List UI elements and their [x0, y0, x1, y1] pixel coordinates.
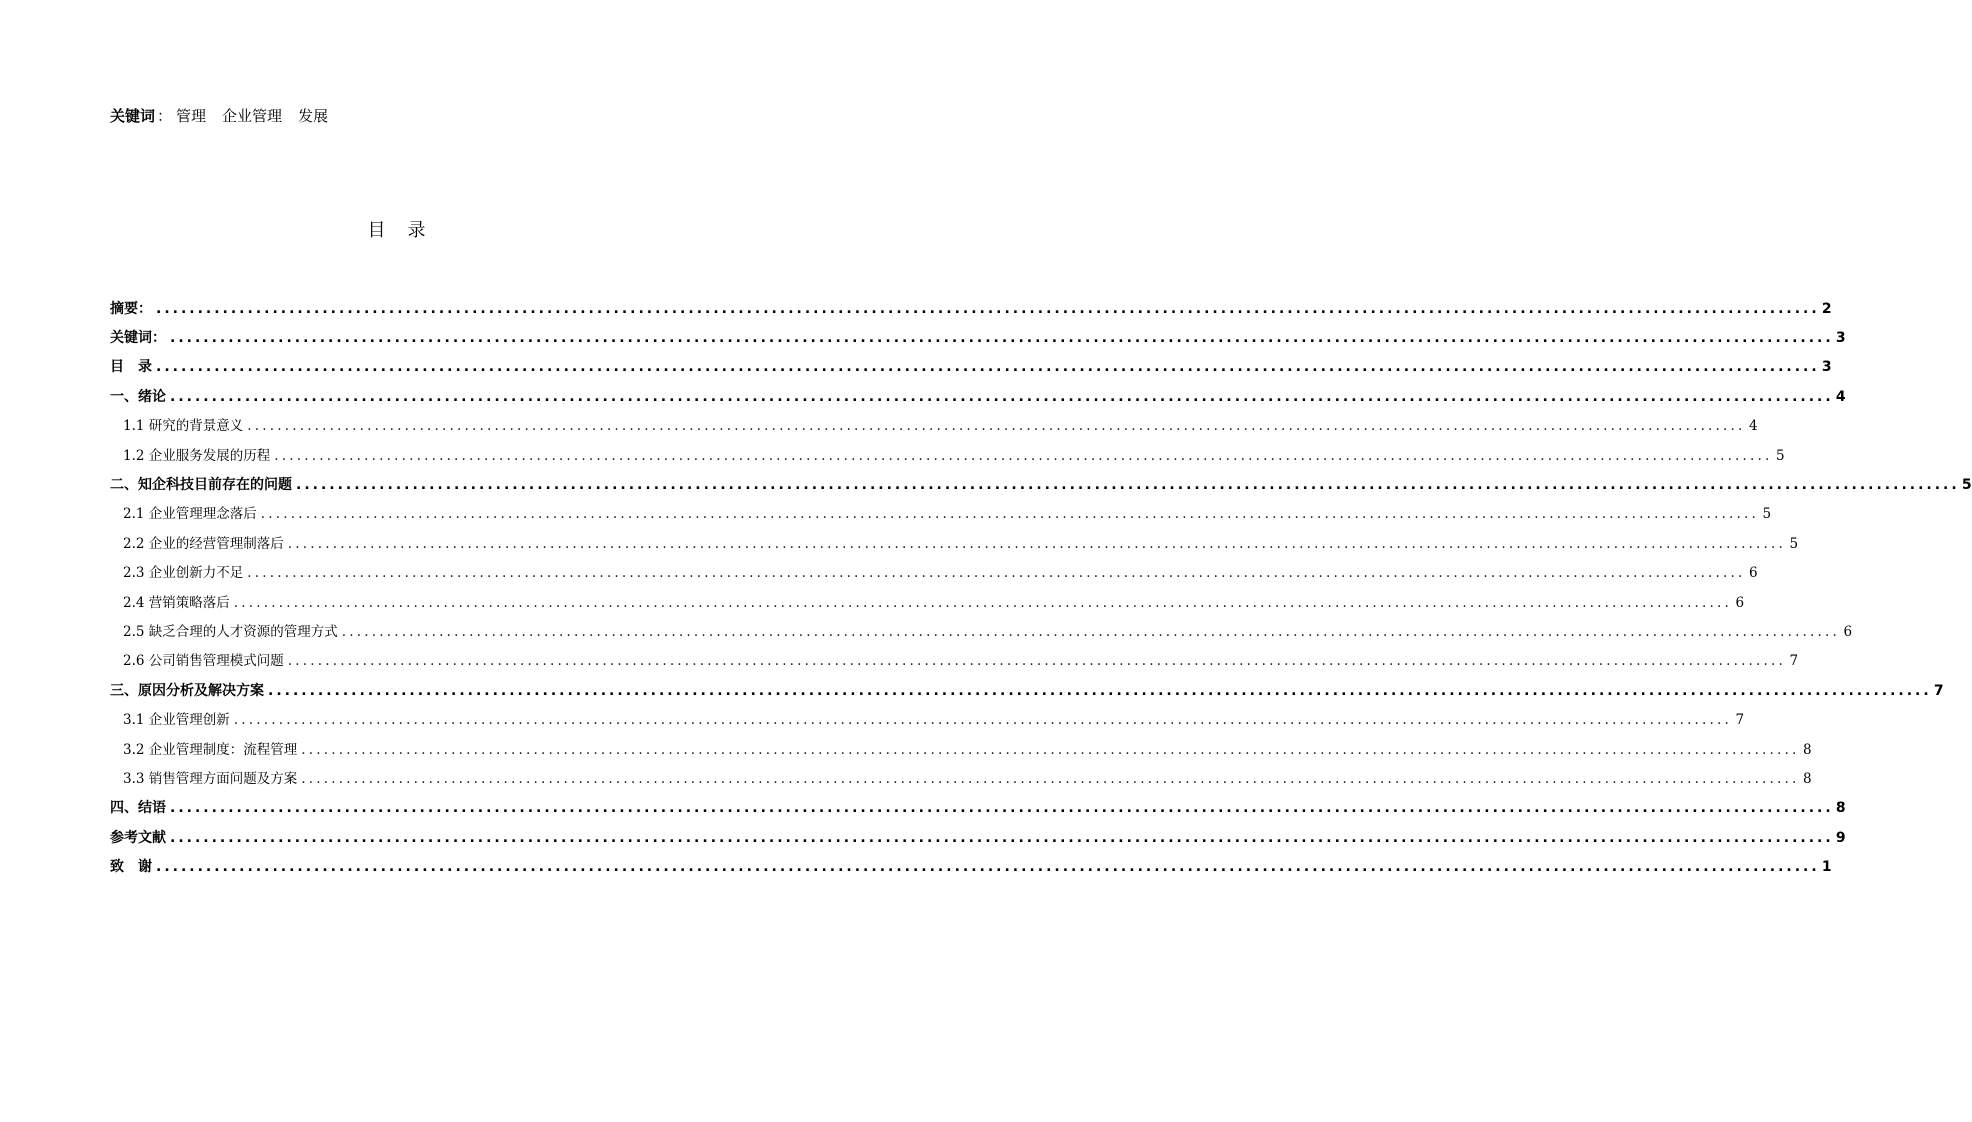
table-of-contents — [110, 294, 1972, 882]
toc-entry[interactable] — [110, 764, 1812, 793]
toc-leader-dots: ........................................................................................................................................................................................................ — [156, 859, 1820, 876]
toc-leader-dots: ........................................................................................................................................................................................................ — [301, 770, 1800, 787]
keyword-item: 发展 — [298, 107, 329, 125]
toc-entry-label: 一、绪论 — [110, 388, 166, 405]
toc-entry[interactable] — [110, 617, 1853, 646]
toc-leader-dots: ........................................................................................................................................................................................................ — [260, 506, 1760, 523]
toc-entry[interactable] — [110, 794, 1846, 823]
toc-entry-page-number: 1 — [1821, 859, 1832, 876]
toc-leader-dots: ........................................................................................................................................................................................................ — [170, 800, 1834, 817]
keyword-item: 管理 — [176, 107, 207, 125]
toc-leader-dots: ........................................................................................................................................................................................................ — [341, 623, 1841, 640]
toc-leader-dots: ........................................................................................................................................................................................................ — [247, 565, 1746, 582]
toc-entry-page-number: 8 — [1802, 770, 1812, 787]
toc-entry-page-number: 9 — [1835, 829, 1846, 846]
toc-entry-page-number: 3 — [1821, 359, 1832, 376]
keywords-line — [110, 106, 344, 126]
toc-leader-dots: ........................................................................................................................................................................................................ — [170, 330, 1834, 347]
toc-entry[interactable] — [110, 529, 1799, 558]
toc-leader-dots: ........................................................................................................................................................................................................ — [156, 359, 1820, 376]
toc-leader-dots: ........................................................................................................................................................................................................ — [170, 388, 1834, 405]
toc-entry[interactable] — [110, 823, 1846, 852]
toc-leader-dots: ........................................................................................................................................................................................................ — [170, 829, 1834, 846]
toc-entry-label: 3.2 企业管理制度：流程管理 — [123, 741, 298, 758]
toc-title — [0, 219, 793, 243]
toc-entry-label: 2.5 缺乏合理的人才资源的管理方式 — [123, 623, 338, 640]
toc-entry-page-number: 8 — [1835, 800, 1846, 817]
toc-entry-page-number: 5 — [1762, 506, 1772, 523]
toc-entry-label: 2.1 企业管理理念落后 — [123, 506, 257, 523]
toc-entry-label: 2.4 营销策略落后 — [123, 594, 230, 611]
toc-entry-label: 目 录 — [110, 359, 152, 376]
toc-entry[interactable] — [110, 676, 1944, 705]
toc-entry-page-number: 6 — [1748, 565, 1758, 582]
toc-entry-page-number: 5 — [1961, 477, 1972, 494]
toc-entry-page-number: 7 — [1735, 712, 1745, 729]
toc-entry-page-number: 2 — [1821, 300, 1832, 317]
toc-entry[interactable] — [110, 441, 1785, 470]
toc-entry-label: 摘要： — [110, 300, 152, 317]
toc-leader-dots: ........................................................................................................................................................................................................ — [156, 300, 1820, 317]
toc-entry-page-number: 8 — [1802, 741, 1812, 758]
toc-title-char: 录 — [407, 220, 426, 241]
toc-leader-dots: ........................................................................................................................................................................................................ — [296, 477, 1960, 494]
toc-entry-label: 关键词： — [110, 330, 166, 347]
toc-entry-page-number: 6 — [1843, 623, 1853, 640]
toc-entry-label: 参考文献 — [110, 829, 166, 846]
toc-leader-dots: ........................................................................................................................................................................................................ — [268, 682, 1932, 699]
toc-entry[interactable] — [110, 353, 1832, 382]
toc-entry-label: 2.2 企业的经营管理制落后 — [123, 535, 284, 552]
toc-entry-label: 三、原因分析及解决方案 — [110, 682, 264, 699]
toc-entry-label: 四、结语 — [110, 800, 166, 817]
toc-entry-page-number: 4 — [1835, 388, 1846, 405]
keywords-separator: ： — [157, 107, 173, 125]
toc-entry[interactable] — [110, 500, 1772, 529]
toc-entry[interactable] — [110, 647, 1799, 676]
toc-entry[interactable] — [110, 735, 1812, 764]
toc-entry-label: 1.1 研究的背景意义 — [123, 418, 244, 435]
toc-entry[interactable] — [110, 852, 1832, 881]
keyword-item: 企业管理 — [222, 107, 283, 125]
toc-entry[interactable] — [110, 470, 1972, 499]
toc-entry[interactable] — [110, 588, 1745, 617]
keywords-label: 关键词 — [110, 107, 156, 125]
toc-entry-label: 致 谢 — [110, 859, 152, 876]
toc-leader-dots: ........................................................................................................................................................................................................ — [274, 447, 1773, 464]
toc-entry[interactable] — [110, 323, 1846, 352]
toc-entry[interactable] — [110, 559, 1758, 588]
toc-leader-dots: ........................................................................................................................................................................................................ — [287, 653, 1787, 670]
toc-entry-page-number: 7 — [1933, 682, 1944, 699]
toc-entry-page-number: 6 — [1735, 594, 1745, 611]
toc-entry-page-number: 3 — [1835, 330, 1846, 347]
toc-entry[interactable] — [110, 412, 1758, 441]
toc-leader-dots: ........................................................................................................................................................................................................ — [247, 418, 1746, 435]
toc-entry-label: 1.2 企业服务发展的历程 — [123, 447, 271, 464]
toc-entry-page-number: 7 — [1789, 653, 1799, 670]
toc-entry-page-number: 5 — [1789, 535, 1799, 552]
toc-entry-label: 3.1 企业管理创新 — [123, 712, 230, 729]
toc-entry-page-number: 4 — [1748, 418, 1758, 435]
toc-entry-label: 3.3 销售管理方面问题及方案 — [123, 770, 298, 787]
toc-leader-dots: ........................................................................................................................................................................................................ — [301, 741, 1800, 758]
toc-entry-label: 2.6 公司销售管理模式问题 — [123, 653, 284, 670]
toc-leader-dots: ........................................................................................................................................................................................................ — [233, 594, 1733, 611]
toc-title-char: 目 — [367, 220, 386, 241]
toc-entry[interactable] — [110, 382, 1846, 411]
toc-entry[interactable] — [110, 294, 1832, 323]
toc-entry[interactable] — [110, 705, 1745, 734]
toc-entry-label: 二、知企科技目前存在的问题 — [110, 477, 292, 494]
toc-entry-label: 2.3 企业创新力不足 — [123, 565, 244, 582]
toc-entry-page-number: 5 — [1775, 447, 1785, 464]
toc-leader-dots: ........................................................................................................................................................................................................ — [233, 712, 1733, 729]
toc-leader-dots: ........................................................................................................................................................................................................ — [287, 535, 1787, 552]
